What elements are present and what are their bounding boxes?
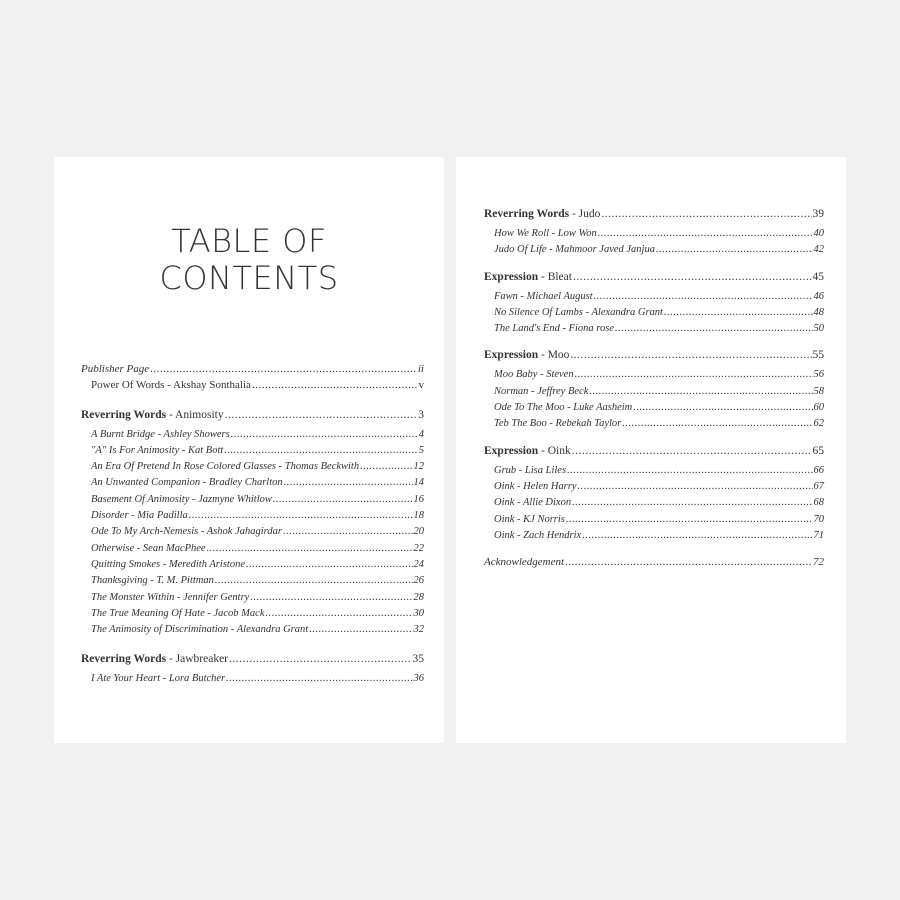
entry-page: 36 bbox=[413, 673, 424, 685]
entry-page: 58 bbox=[813, 385, 824, 397]
toc-section-heading[interactable] bbox=[81, 407, 424, 423]
section-label: Expression - Moo bbox=[484, 349, 570, 362]
toc-entry[interactable] bbox=[81, 573, 424, 589]
entry-label: Oink - KJ Norris bbox=[494, 513, 565, 525]
entry-label: The True Meaning Of Hate - Jacob Mack bbox=[91, 607, 265, 619]
right-toc-list bbox=[484, 206, 824, 570]
entry-label: Fawn - Michael August bbox=[494, 290, 593, 302]
entry-page: 50 bbox=[813, 323, 824, 335]
toc-entry[interactable] bbox=[484, 305, 824, 321]
left-toc-list bbox=[81, 361, 424, 688]
leader-dots bbox=[615, 321, 813, 337]
entry-label: "A" Is For Animosity - Kat Bott bbox=[91, 444, 224, 456]
section-page: 45 bbox=[812, 270, 824, 283]
leader-dots bbox=[360, 459, 412, 475]
toc-entry[interactable] bbox=[484, 226, 824, 242]
section-label: Expression - Oink bbox=[484, 444, 571, 457]
toc-entry[interactable] bbox=[484, 512, 824, 528]
leader-dots bbox=[633, 400, 812, 416]
title-line-1: TABLE OF bbox=[171, 222, 327, 260]
entry-page: 67 bbox=[813, 480, 824, 492]
entry-label: A Burnt Bridge - Ashley Showers bbox=[91, 428, 230, 440]
toc-section-heading[interactable] bbox=[484, 269, 824, 285]
entry-page: 22 bbox=[413, 542, 424, 554]
section-page: 39 bbox=[812, 208, 824, 220]
leader-dots bbox=[309, 622, 412, 638]
entry-page: 46 bbox=[813, 290, 824, 302]
entry-label: The Animosity of Discrimination - Alexandra Grant bbox=[91, 624, 309, 636]
section-label: Reverring Words - Judo bbox=[484, 208, 601, 220]
leader-dots bbox=[273, 492, 413, 508]
entry-page: 72 bbox=[813, 556, 824, 569]
section-page: 3 bbox=[418, 408, 424, 421]
entry-page: 70 bbox=[813, 513, 824, 525]
leader-dots bbox=[150, 361, 417, 377]
entry-label: Basement Of Animosity - Jazmyne Whitlow bbox=[91, 493, 272, 505]
entry-page: 32 bbox=[413, 624, 424, 636]
entry-label: Power Of Words - Akshay Sonthalia bbox=[91, 379, 251, 392]
leader-dots bbox=[575, 367, 813, 383]
entry-page: 5 bbox=[418, 444, 424, 456]
toc-entry[interactable] bbox=[81, 622, 424, 638]
section-label: Reverring Words - Jawbreaker bbox=[81, 653, 229, 666]
entry-page: 18 bbox=[413, 510, 424, 522]
entry-page: 40 bbox=[813, 228, 824, 239]
section-page: 55 bbox=[812, 349, 824, 362]
toc-entry[interactable] bbox=[81, 492, 424, 508]
section-page: 35 bbox=[412, 653, 424, 666]
entry-page: 42 bbox=[813, 244, 824, 256]
entry-page: 62 bbox=[813, 418, 824, 430]
toc-entry-publisher[interactable] bbox=[81, 361, 424, 377]
entry-label: Publisher Page bbox=[81, 363, 150, 375]
toc-section-heading[interactable] bbox=[484, 443, 824, 459]
entry-page: 48 bbox=[813, 306, 824, 318]
leader-dots bbox=[570, 347, 811, 363]
leader-dots bbox=[572, 495, 812, 511]
leader-dots bbox=[215, 573, 413, 589]
entry-label: Disorder - Mia Padilla bbox=[91, 510, 188, 522]
leader-dots bbox=[622, 416, 812, 432]
entry-page: ii bbox=[417, 363, 424, 375]
toc-section-heading[interactable] bbox=[484, 206, 824, 222]
toc-entry[interactable] bbox=[484, 416, 824, 432]
page-title bbox=[54, 223, 444, 297]
leader-dots bbox=[664, 305, 813, 321]
entry-label: Oink - Helen Harry bbox=[494, 480, 577, 492]
left-page bbox=[54, 157, 444, 743]
toc-entry[interactable] bbox=[484, 479, 824, 495]
entry-page: 56 bbox=[813, 369, 824, 381]
leader-dots bbox=[284, 475, 413, 491]
entry-page: 12 bbox=[413, 461, 424, 473]
toc-entry[interactable] bbox=[484, 384, 824, 400]
entry-page: 14 bbox=[413, 477, 424, 489]
entry-label: How We Roll - Low Won bbox=[494, 228, 597, 239]
entry-label: Thanksgiving - T. M. Pittman bbox=[91, 575, 214, 587]
toc-entry[interactable] bbox=[81, 606, 424, 622]
leader-dots bbox=[582, 528, 812, 544]
right-page bbox=[456, 157, 846, 743]
toc-entry-foreword[interactable] bbox=[81, 377, 424, 393]
leader-dots bbox=[250, 590, 412, 606]
entry-label: Oink - Zach Hendrix bbox=[494, 529, 582, 541]
leader-dots bbox=[252, 377, 418, 393]
entry-label: Quitting Smokes - Meredith Aristone bbox=[91, 558, 245, 570]
entry-label: Teb The Boo - Rebekah Taylor bbox=[494, 418, 622, 430]
toc-entry[interactable] bbox=[81, 475, 424, 491]
leader-dots bbox=[189, 508, 413, 524]
entry-label: Judo Of Life - Mahmoor Javed Janjua bbox=[494, 244, 655, 256]
entry-label: Otherwise - Sean MacPhee bbox=[91, 542, 206, 554]
toc-entry[interactable] bbox=[81, 524, 424, 540]
entry-label: An Unwanted Companion - Bradley Charlton bbox=[91, 477, 283, 489]
leader-dots bbox=[567, 463, 812, 479]
leader-dots bbox=[226, 671, 412, 687]
title-line-2: CONTENTS bbox=[159, 259, 339, 297]
toc-section-heading[interactable] bbox=[81, 651, 424, 667]
toc-entry[interactable] bbox=[484, 321, 824, 337]
entry-page: 26 bbox=[413, 575, 424, 587]
leader-dots bbox=[225, 407, 418, 423]
entry-page: 71 bbox=[813, 529, 824, 541]
leader-dots bbox=[565, 554, 812, 570]
section-label: Reverring Words - Animosity bbox=[81, 408, 224, 421]
entry-label: Ode To The Moo - Luke Aasheim bbox=[494, 402, 633, 414]
leader-dots bbox=[229, 651, 411, 667]
toc-entry[interactable] bbox=[81, 557, 424, 573]
leader-dots bbox=[246, 557, 413, 573]
toc-entry[interactable] bbox=[484, 495, 824, 511]
entry-page: 60 bbox=[813, 402, 824, 414]
entry-label: An Era Of Pretend In Rose Colored Glasses - Thomas Beckwith bbox=[91, 461, 360, 473]
toc-entry[interactable] bbox=[484, 242, 824, 258]
section-page: 65 bbox=[812, 444, 824, 457]
entry-page: 28 bbox=[413, 591, 424, 603]
toc-entry[interactable] bbox=[484, 400, 824, 416]
leader-dots bbox=[601, 206, 811, 222]
leader-dots bbox=[589, 384, 812, 400]
leader-dots bbox=[231, 427, 418, 443]
leader-dots bbox=[594, 289, 813, 305]
entry-label: Acknowledgement bbox=[484, 556, 565, 569]
entry-page: 16 bbox=[413, 493, 424, 505]
leader-dots bbox=[266, 606, 413, 622]
entry-label: I Ate Your Heart - Lora Butcher bbox=[91, 673, 226, 685]
leader-dots bbox=[283, 524, 413, 540]
leader-dots bbox=[656, 242, 813, 258]
entry-label: The Monster Within - Jennifer Gentry bbox=[91, 591, 250, 603]
toc-entry[interactable] bbox=[484, 289, 824, 305]
entry-page: 24 bbox=[413, 558, 424, 570]
entry-page: 68 bbox=[813, 497, 824, 509]
entry-label: Moo Baby - Steven bbox=[494, 369, 574, 381]
leader-dots bbox=[566, 512, 813, 528]
toc-entry[interactable] bbox=[81, 541, 424, 557]
entry-label: Grub - Lisa Liles bbox=[494, 464, 567, 476]
toc-entry[interactable] bbox=[81, 508, 424, 524]
entry-page: v bbox=[418, 379, 424, 392]
entry-page: 20 bbox=[413, 526, 424, 538]
toc-section-heading[interactable] bbox=[484, 347, 824, 363]
leader-dots bbox=[573, 269, 812, 285]
toc-entry[interactable] bbox=[81, 459, 424, 475]
entry-page: 66 bbox=[813, 464, 824, 476]
leader-dots bbox=[598, 226, 813, 242]
toc-entry[interactable] bbox=[81, 427, 424, 443]
toc-entry[interactable] bbox=[484, 463, 824, 479]
entry-label: Ode To My Arch-Nemesis - Ashok Jahagirdar bbox=[91, 526, 282, 538]
toc-entry-acknowledgement[interactable] bbox=[484, 554, 824, 570]
leader-dots bbox=[224, 443, 417, 459]
leader-dots bbox=[578, 479, 813, 495]
toc-entry[interactable] bbox=[81, 443, 424, 459]
entry-label: Norman - Jeffrey Beck bbox=[494, 385, 589, 397]
leader-dots bbox=[207, 541, 413, 557]
section-label: Expression - Bleat bbox=[484, 270, 572, 283]
toc-entry[interactable] bbox=[81, 671, 424, 687]
toc-entry[interactable] bbox=[484, 528, 824, 544]
entry-page: 4 bbox=[418, 428, 424, 440]
entry-page: 30 bbox=[413, 607, 424, 619]
entry-label: The Land's End - Fiona rose bbox=[494, 323, 614, 335]
leader-dots bbox=[572, 443, 812, 459]
toc-entry[interactable] bbox=[484, 367, 824, 383]
toc-entry[interactable] bbox=[81, 590, 424, 606]
entry-label: No Silence Of Lambs - Alexandra Grant bbox=[494, 306, 663, 318]
entry-label: Oink - Allie Dixon bbox=[494, 497, 572, 509]
